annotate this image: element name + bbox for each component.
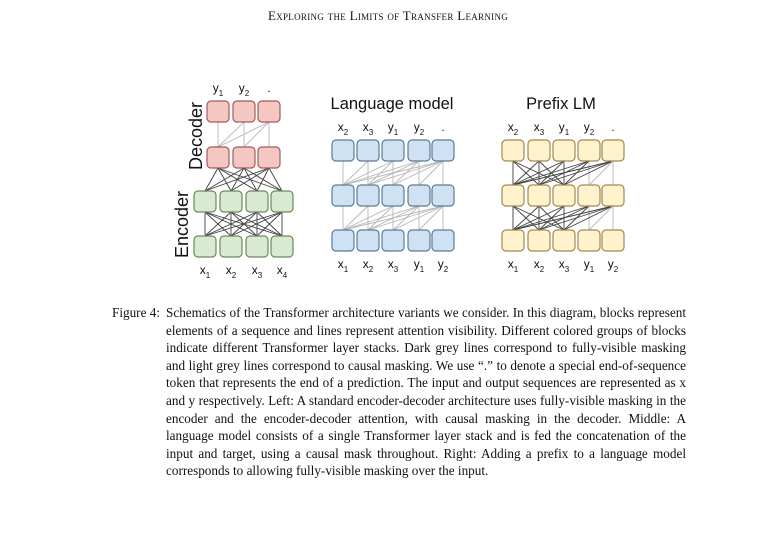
- encoder-block: [220, 236, 242, 257]
- language-model-block: [408, 185, 430, 206]
- prefix-lm-block: [553, 230, 575, 251]
- language-model-block: [332, 140, 354, 161]
- encoder-label: Encoder: [172, 190, 192, 258]
- decoder-attention-line: [218, 122, 244, 147]
- input-token: $x_2$: [225, 263, 237, 280]
- input-token: $x_1$: [507, 257, 519, 274]
- input-token: $x_1$: [337, 257, 349, 274]
- language-model-block: [432, 230, 454, 251]
- prefix-lm-block: [602, 140, 624, 161]
- input-token: $y_1$: [583, 257, 595, 274]
- encoder-block: [246, 236, 268, 257]
- target-token: $y_1$: [558, 120, 570, 137]
- input-token: $x_3$: [558, 257, 570, 274]
- input-token: $x_4$: [276, 263, 288, 280]
- prefix-lm-block: [528, 230, 550, 251]
- decoder-block: [233, 101, 255, 122]
- prefix-lm-block: [578, 185, 600, 206]
- target-token: $x_2$: [337, 120, 349, 137]
- prefix-lm-attention-line: [513, 161, 613, 185]
- prefix-lm-block: [553, 140, 575, 161]
- encoder-block: [194, 236, 216, 257]
- input-token: $x_1$: [199, 263, 211, 280]
- output-token: $y_1$: [212, 81, 224, 98]
- language-model-block: [332, 185, 354, 206]
- prefix-lm-attention-line: [564, 161, 613, 185]
- language-model-block: [382, 185, 404, 206]
- prefix-lm-block: [602, 185, 624, 206]
- output-token: .: [267, 81, 271, 95]
- decoder-block: [207, 101, 229, 122]
- input-token: $x_2$: [362, 257, 374, 274]
- language-model-attention-line: [368, 206, 443, 230]
- target-token: .: [441, 120, 445, 134]
- prefix-lm-block: [602, 230, 624, 251]
- figure-caption: [112, 304, 686, 480]
- prefix-lm-block: [502, 185, 524, 206]
- encoder-block: [271, 191, 293, 212]
- target-token: $x_2$: [507, 120, 519, 137]
- decoder-block: [233, 147, 255, 168]
- decoder-label: Decoder: [186, 101, 206, 170]
- input-token: $y_2$: [607, 257, 619, 274]
- input-token: $y_2$: [437, 257, 449, 274]
- language-model-block: [382, 140, 404, 161]
- language-model-block: [382, 230, 404, 251]
- input-token: $x_2$: [533, 257, 545, 274]
- encoder-block: [220, 191, 242, 212]
- prefix-lm-block: [553, 185, 575, 206]
- prefix-lm-attention-line: [564, 206, 613, 230]
- input-token: $x_3$: [251, 263, 263, 280]
- language-model-block: [332, 230, 354, 251]
- caption-label: Figure 4:: [112, 305, 160, 320]
- language-model-attention-line: [393, 161, 443, 185]
- prefix-lm-block: [578, 230, 600, 251]
- prefix-lm-block: [578, 140, 600, 161]
- language-model-attention-line: [343, 161, 419, 185]
- target-token: $y_2$: [583, 120, 595, 137]
- caption-text: Schematics of the Transformer architecture variants we consider. In this diagram, blocks represent elements of a sequence and lines represent attention visibility. Different colored groups of blocks indicate different Transformer layer stacks. Dark grey lines correspond to fully-visible masking and light grey lines correspond to causal masking. We use “.” to denote a special end-of-sequence token that represents the end of a prediction. The input and output sequences are represented as x and y respectively. Left: A standard encoder-decoder architecture uses fully-visible masking in the encoder and the encoder-decoder attention, with causal masking in the decoder. Middle: A language model consists of a single Transformer layer stack and is fed the concatenation of the input and target, using a causal mask throughout. Right: Adding a prefix to a language model corresponds to allowing fully-visible masking over the input.: [166, 305, 686, 479]
- prefix-lm-block: [502, 140, 524, 161]
- decoder-block: [258, 101, 280, 122]
- prefix-lm-title: Prefix LM: [526, 95, 596, 113]
- target-token: $x_3$: [362, 120, 374, 137]
- encoder-block: [246, 191, 268, 212]
- decoder-block: [258, 147, 280, 168]
- language-model-block: [357, 185, 379, 206]
- decoder-attention-line: [218, 122, 269, 147]
- language-model-attention-line: [343, 206, 419, 230]
- target-token: .: [611, 120, 615, 134]
- language-model-block: [408, 230, 430, 251]
- output-token: $y_2$: [238, 81, 250, 98]
- decoder-block: [207, 147, 229, 168]
- language-model-title: Language model: [330, 95, 454, 113]
- prefix-lm-block: [528, 140, 550, 161]
- language-model-block: [408, 140, 430, 161]
- language-model-block: [357, 140, 379, 161]
- input-token: $y_1$: [413, 257, 425, 274]
- encoder-block: [194, 191, 216, 212]
- language-model-block: [432, 140, 454, 161]
- language-model-block: [432, 185, 454, 206]
- target-token: $y_2$: [413, 120, 425, 137]
- prefix-lm-block: [502, 230, 524, 251]
- running-header: Exploring the Limits of Transfer Learning: [267, 8, 509, 23]
- prefix-lm-block: [528, 185, 550, 206]
- decoder-attention-line: [244, 122, 269, 147]
- prefix-lm-attention-line: [513, 206, 613, 230]
- language-model-block: [357, 230, 379, 251]
- language-model-attention-line: [393, 206, 443, 230]
- target-token: $x_3$: [533, 120, 545, 137]
- language-model-attention-line: [368, 161, 443, 185]
- encoder-block: [271, 236, 293, 257]
- input-token: $x_3$: [387, 257, 399, 274]
- target-token: $y_1$: [387, 120, 399, 137]
